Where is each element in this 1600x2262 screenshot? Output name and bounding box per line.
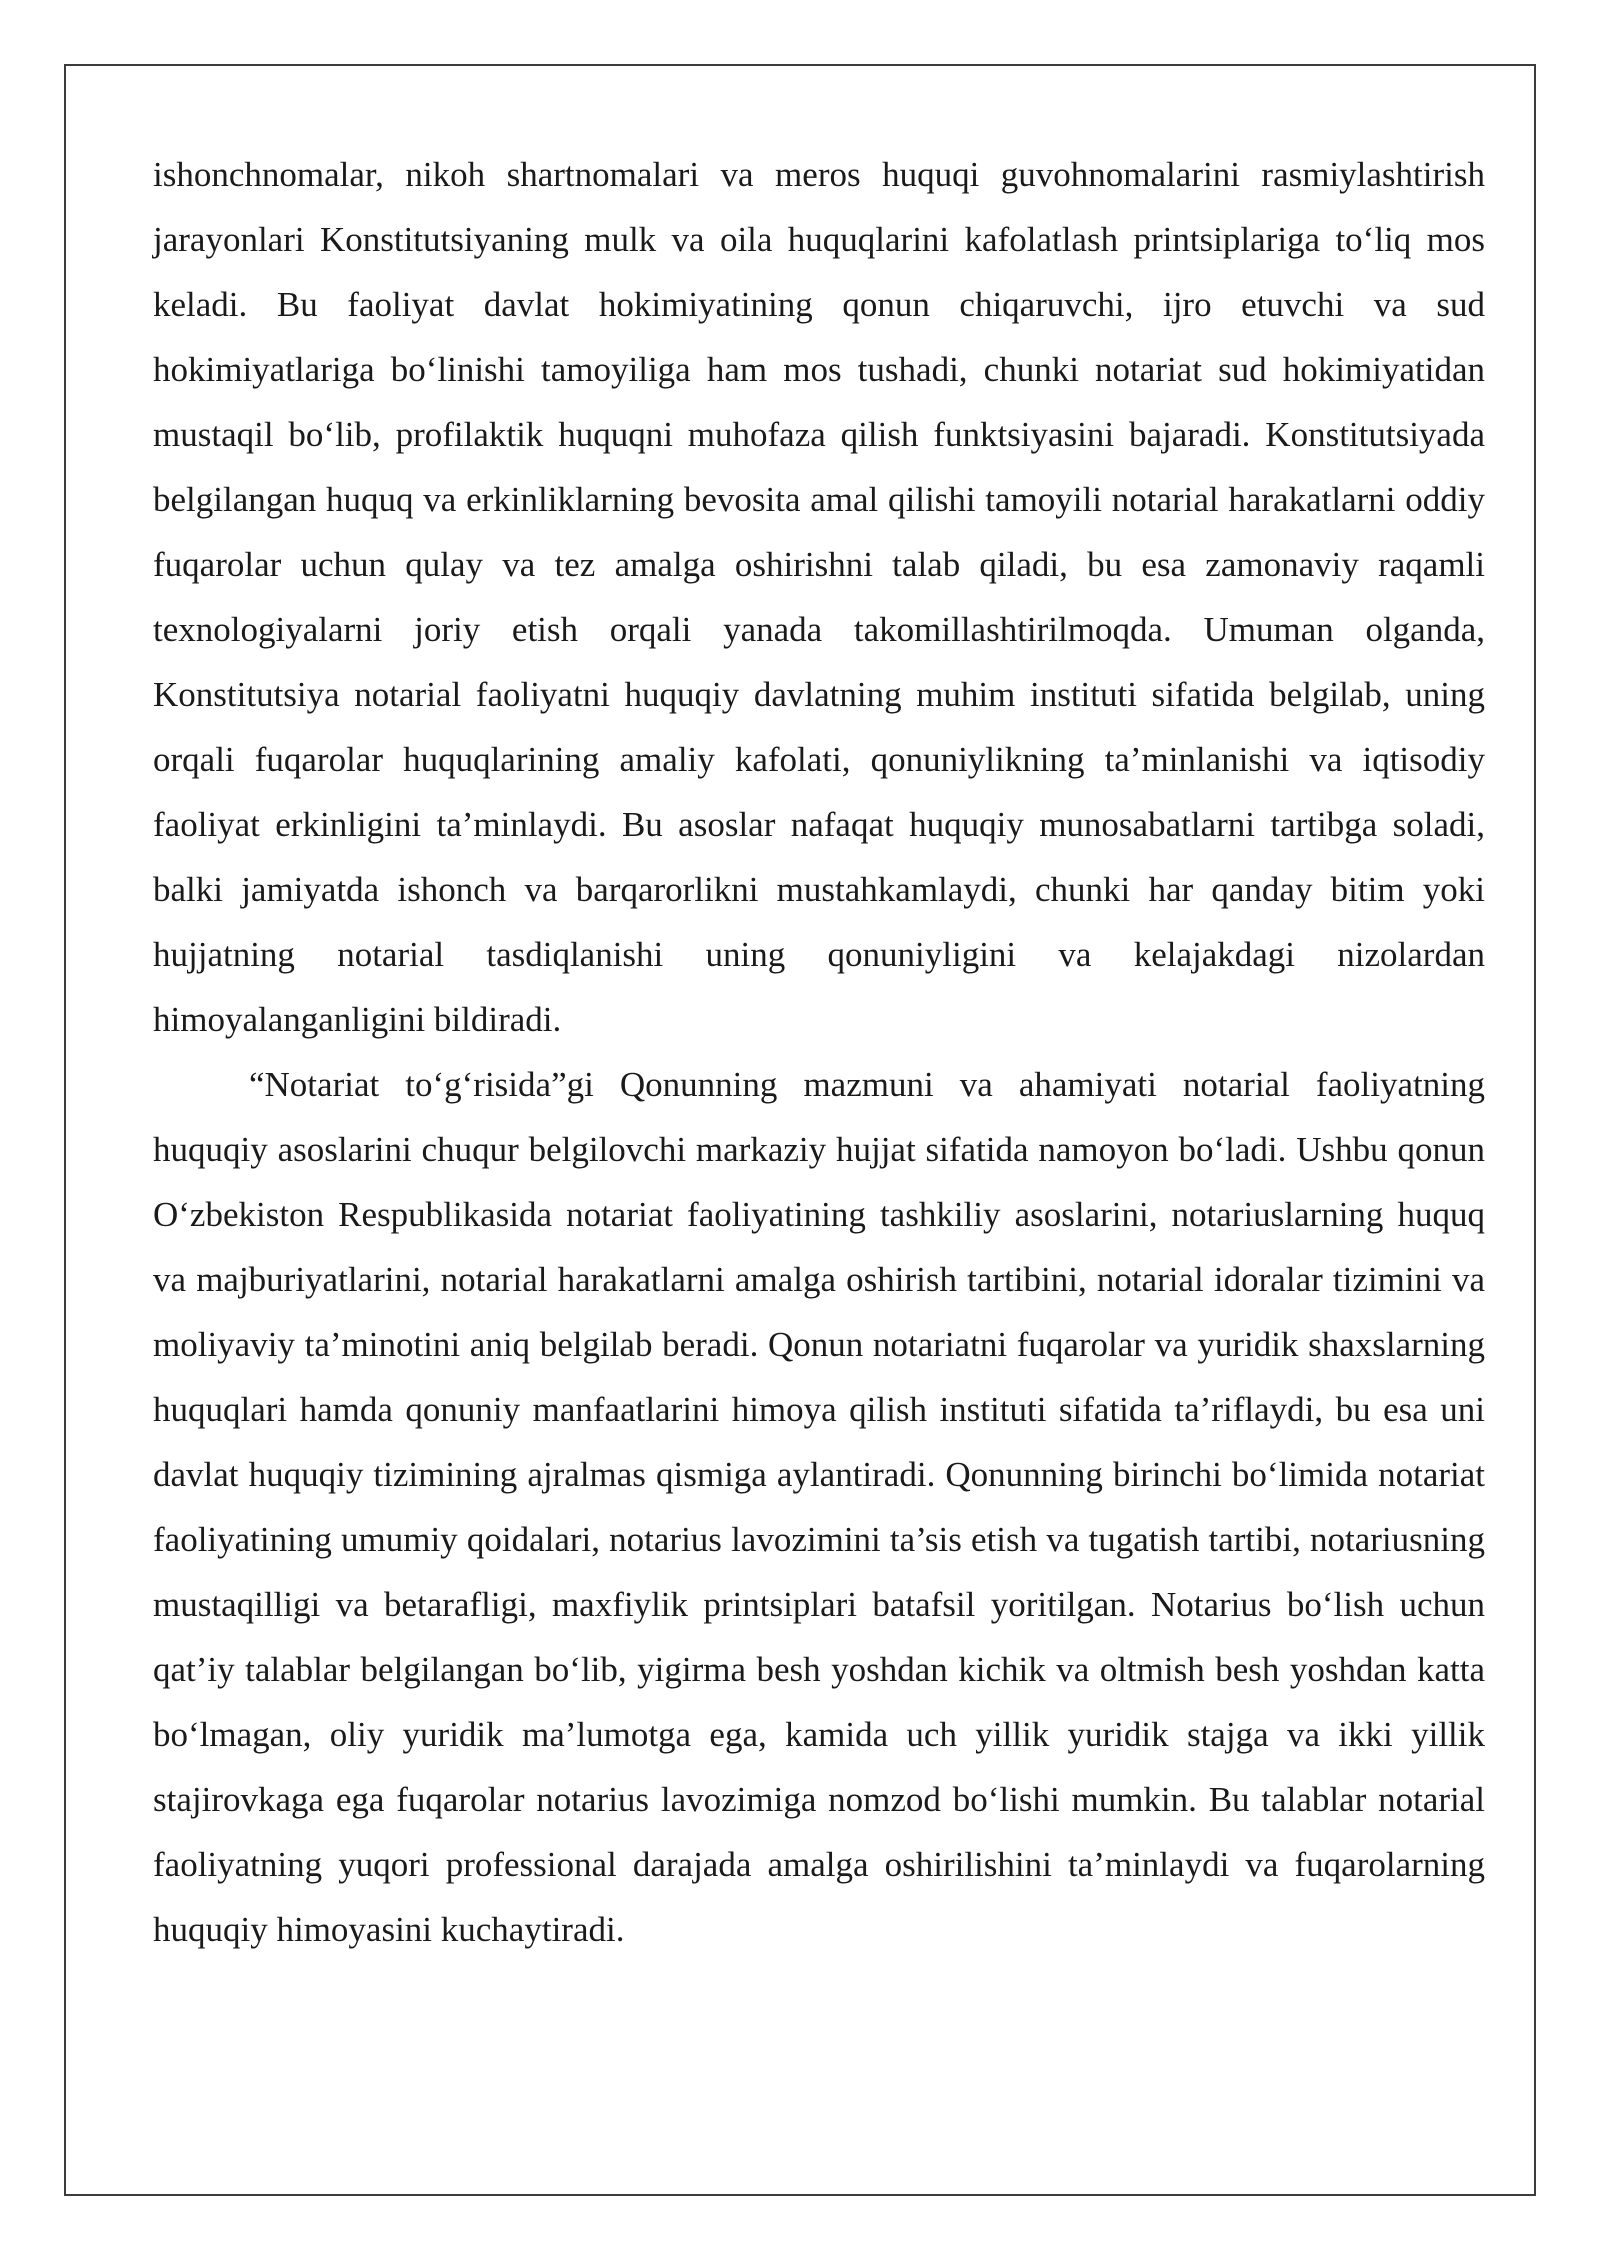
document-body (153, 142, 1485, 1962)
paragraph-notariat-law: “Notariat to‘g‘risida”gi Qonunning mazmuni va ahamiyati notarial faoliyatning huquqiy asoslarini chuqur belgilovchi markaziy hujjat sifatida namoyon bo‘ladi. Ushbu qonun O‘zbekiston Respublikasida notariat faoliyatining tashkiliy asoslarini, notariuslarning huquq va majburiyatlarini, notarial harakatlarni amalga oshirish tartibini, notarial idoralar tizimini va moliyaviy ta’minotini aniq belgilab beradi. Qonun notariatni fuqarolar va yuridik shaxslarning huquqlari hamda qonuniy manfaatlarini himoya qilish instituti sifatida ta’riflaydi, bu esa uni davlat huquqiy tizimining ajralmas qismiga aylantiradi. Qonunning birinchi bo‘limida notariat faoliyatining umumiy qoidalari, notarius lavozimini ta’sis etish va tugatish tartibi, notariusning mustaqilligi va betarafligi, maxfiylik printsiplari batafsil yoritilgan. Notarius bo‘lish uchun qat’iy talablar belgilangan bo‘lib, yigirma besh yoshdan kichik va oltmish besh yoshdan katta bo‘lmagan, oliy yuridik ma’lumotga ega, kamida uch yillik yuridik stajga va ikki yillik stajirovkaga ega fuqarolar notarius lavozimiga nomzod bo‘lishi mumkin. Bu talablar notarial faoliyatning yuqori professional darajada amalga oshirilishini ta’minlaydi va fuqarolarning huquqiy himoyasini kuchaytiradi. (153, 1065, 1485, 1949)
paragraph-continuation: ishonchnomalar, nikoh shartnomalari va meros huquqi guvohnomalarini rasmiylashtirish jarayonlari Konstitutsiyaning mulk va oila huquqlarini kafolatlash printsiplariga to‘liq mos keladi. Bu faoliyat davlat hokimiyatining qonun chiqaruvchi, ijro etuvchi va sud hokimiyatlariga bo‘linishi tamoyiliga ham mos tushadi, chunki notariat sud hokimiyatidan mustaqil bo‘lib, profilaktik huquqni muhofaza qilish funktsiyasini bajaradi. Konstitutsiyada belgilangan huquq va erkinliklarning bevosita amal qilishi tamoyili notarial harakatlarni oddiy fuqarolar uchun qulay va tez amalga oshirishni talab qiladi, bu esa zamonaviy raqamli texnologiyalarni joriy etish orqali yanada takomillashtirilmoqda. Umuman olganda, Konstitutsiya notarial faoliyatni huquqiy davlatning muhim instituti sifatida belgilab, uning orqali fuqarolar huquqlarining amaliy kafolati, qonuniylikning ta’minlanishi va iqtisodiy faoliyat erkinligini ta’minlaydi. Bu asoslar nafaqat huquqiy munosabatlarni tartibga soladi, balki jamiyatda ishonch va barqarorlikni mustahkamlaydi, chunki har qanday bitim yoki hujjatning notarial tasdiqlanishi uning qonuniyligini va kelajakdagi nizolardan himoyalanganligini bildiradi. (153, 155, 1485, 1039)
